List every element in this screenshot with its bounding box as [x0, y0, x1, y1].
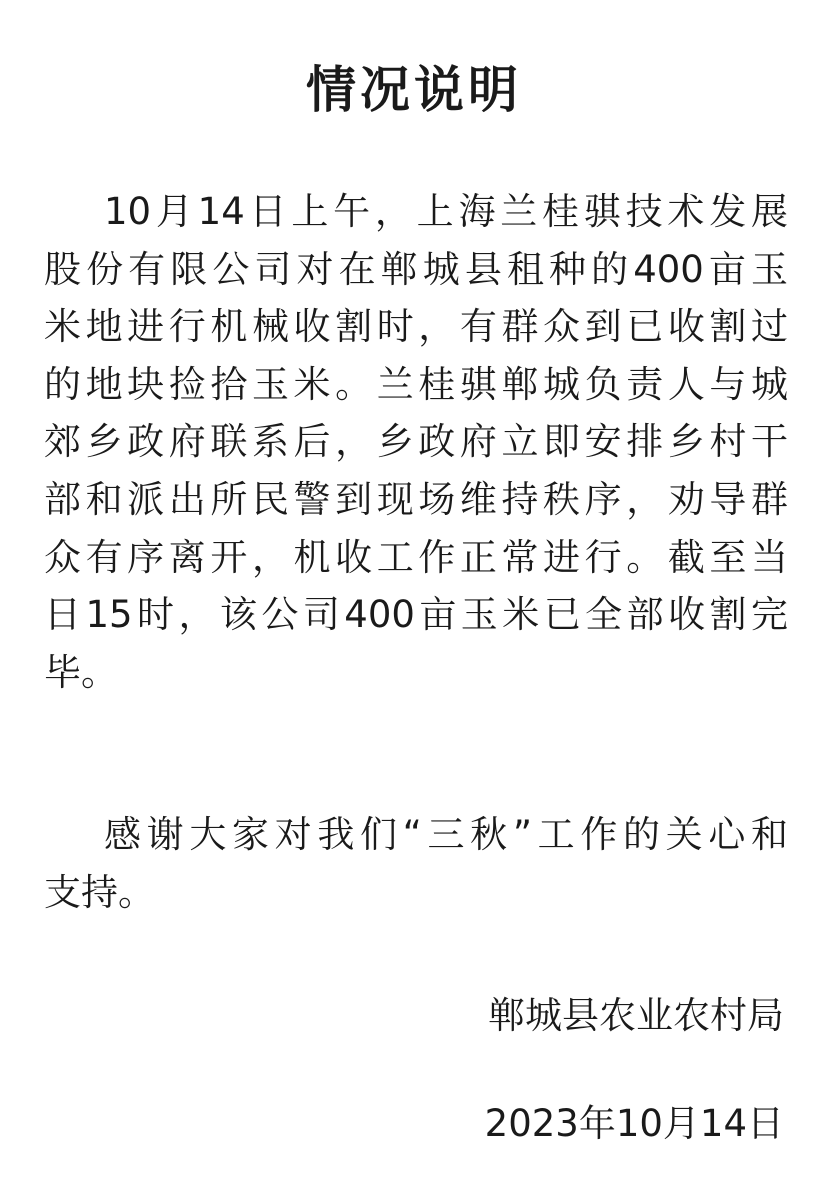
paragraph-line: 日15时，该公司400亩玉米已全部收割完 [44, 593, 788, 637]
paragraph-line: 毕。 [44, 650, 118, 694]
signature-date: 2023年10月14日 [484, 1102, 784, 1145]
paragraph-line: 10月14日上午，上海兰桂骐技术发展 [104, 190, 788, 233]
paragraph-line: 感谢大家对我们“三秋”工作的关心和 [104, 813, 788, 856]
paragraph-1 [44, 183, 788, 701]
paragraph-line: 众有序离开，机收工作正常进行。截至当 [44, 535, 788, 579]
paragraph-line: 股份有限公司对在郸城县租种的400亩玉 [44, 247, 788, 291]
paragraph-line: 郊乡政府联系后，乡政府立即安排乡村干 [44, 420, 788, 464]
paragraph-line: 部和派出所民警到现场维持秩序，劝导群 [44, 477, 788, 521]
paragraph-line: 米地进行机械收割时，有群众到已收割过 [44, 305, 788, 349]
paragraph-line: 的地块捡拾玉米。兰桂骐郸城负责人与城 [44, 362, 788, 406]
paragraph-line: 支持。 [44, 870, 155, 914]
signature-organization: 郸城县农业农村局 [488, 994, 784, 1037]
paragraph-2 [44, 806, 788, 921]
document-title: 情况说明 [306, 61, 522, 119]
